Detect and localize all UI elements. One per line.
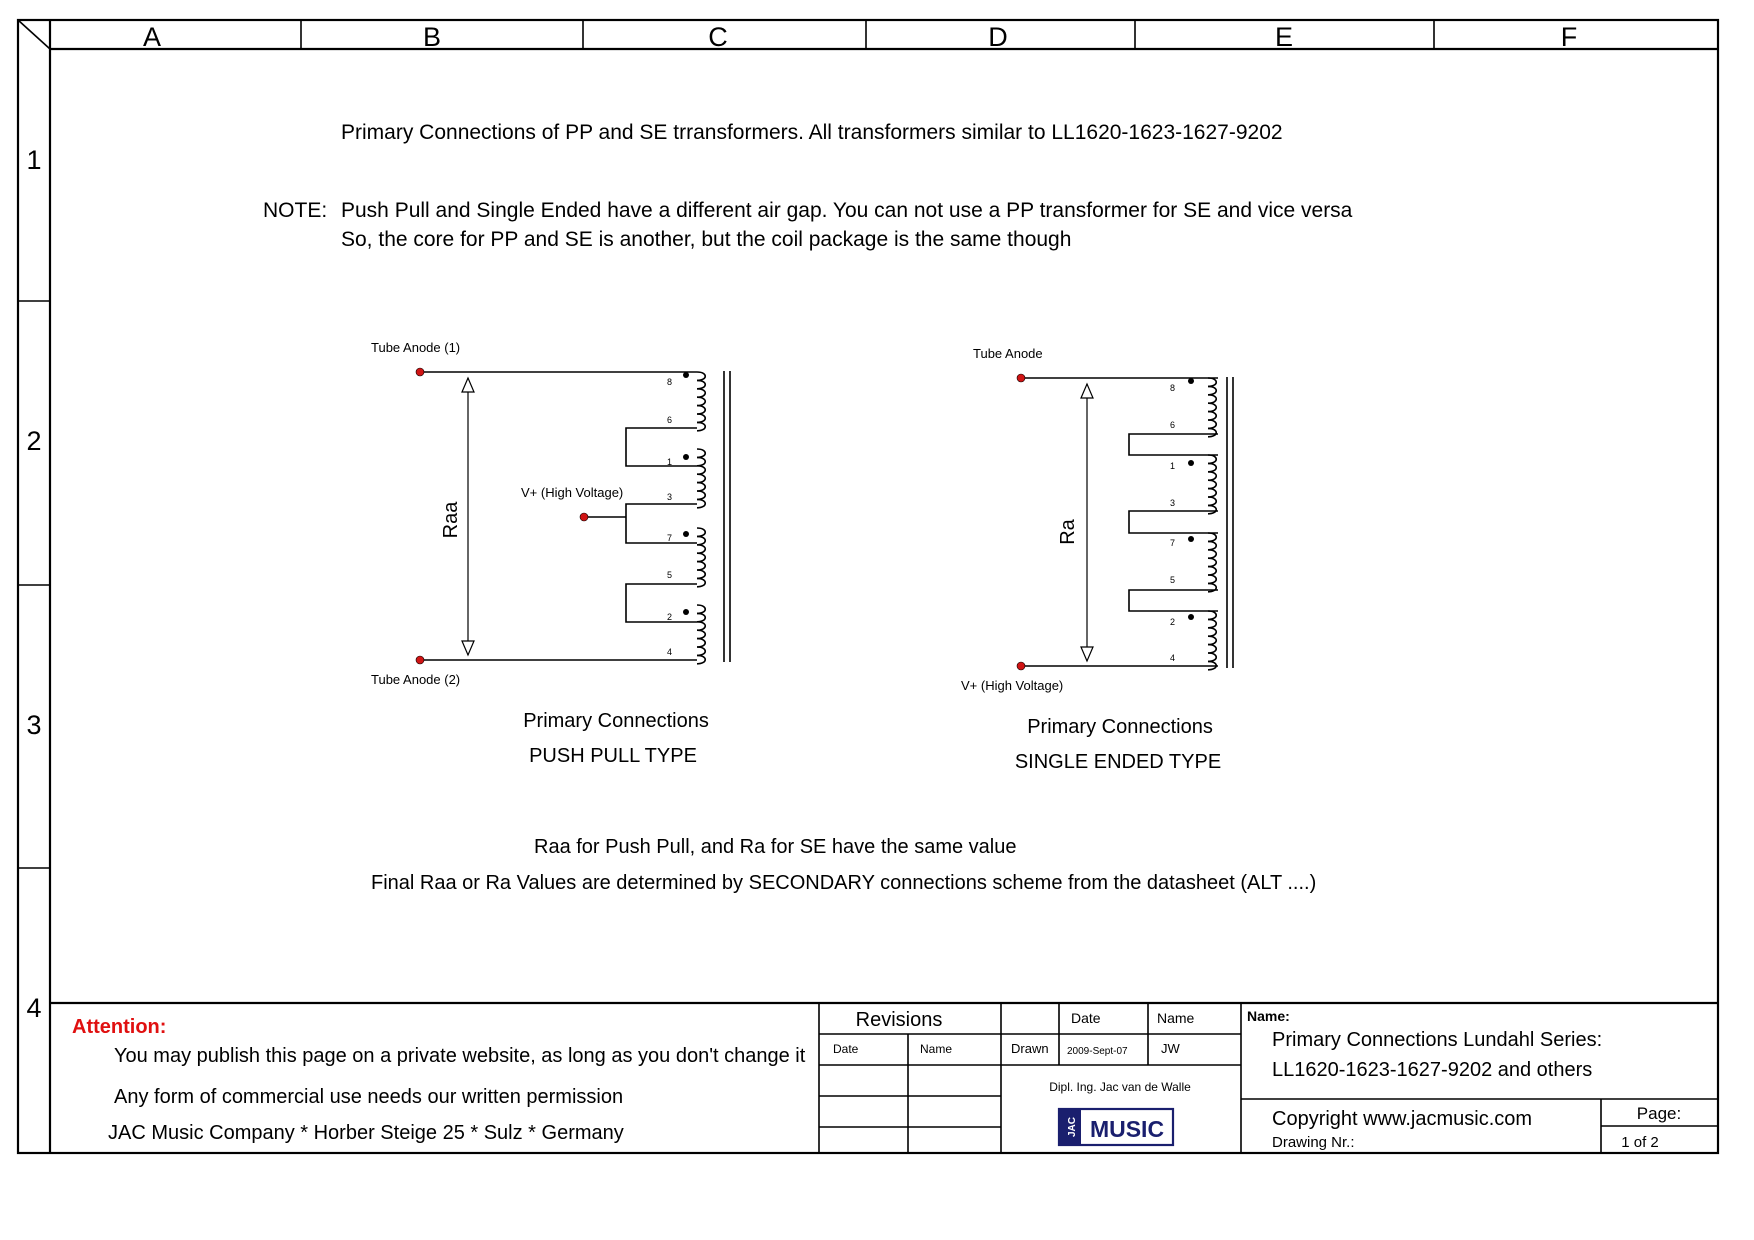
- se-phase-dot-7: [1188, 536, 1194, 542]
- se-pin-1: 1: [1170, 461, 1176, 471]
- se-anode-terminal: [1017, 374, 1025, 382]
- revisions-date-header: Date: [833, 1042, 859, 1056]
- se-pin-3: 3: [1170, 498, 1176, 508]
- revisions-name-header: Name: [920, 1042, 953, 1056]
- se-link-6-1: [1129, 434, 1218, 455]
- page-number: 1 of 2: [1621, 1134, 1659, 1151]
- company-address: JAC Music Company * Horber Steige 25 * Sulz * Germany: [108, 1122, 624, 1144]
- se-winding-2-4: [1208, 611, 1216, 670]
- drawing-number-label: Drawing Nr.:: [1272, 1134, 1355, 1151]
- se-pin-4: 4: [1170, 653, 1176, 663]
- se-phase-dot-1: [1188, 460, 1194, 466]
- revisions-heading: Revisions: [855, 1009, 943, 1031]
- pp-link-6-1: [626, 428, 697, 466]
- logo-music-text: MUSIC: [1089, 1116, 1165, 1142]
- row-label-3: 3: [26, 710, 42, 740]
- se-pin-5: 5: [1170, 575, 1176, 585]
- name-label: Name:: [1247, 1008, 1290, 1024]
- pp-anode-2-terminal: [416, 656, 424, 664]
- se-link-5-2: [1129, 590, 1218, 611]
- column-label-b: B: [422, 22, 442, 52]
- se-phase-dot-2: [1188, 614, 1194, 620]
- se-winding-7-5: [1208, 533, 1216, 592]
- pp-anode-2-label: Tube Anode (2): [371, 672, 461, 687]
- pp-pin-8: 8: [667, 377, 673, 387]
- push-pull-diagram: [371, 340, 730, 767]
- note-label: NOTE:: [263, 199, 328, 222]
- pp-winding-1-3: [697, 449, 705, 508]
- se-link-3-7: [1129, 511, 1218, 533]
- commercial-notice: Any form of commercial use needs our written permission: [114, 1086, 624, 1108]
- se-hv-label: V+ (High Voltage): [961, 678, 1064, 693]
- se-ra-arrow-bottom: [1081, 647, 1093, 661]
- copyright-text: Copyright www.jacmusic.com: [1272, 1108, 1533, 1130]
- drawn-date: 2009-Sept-07: [1067, 1046, 1128, 1057]
- pp-phase-dot-2: [683, 609, 689, 615]
- pp-caption-2: PUSH PULL TYPE: [529, 745, 697, 767]
- column-labels: [143, 22, 1577, 52]
- column-label-c: C: [708, 22, 728, 52]
- se-winding-1-3: [1208, 455, 1216, 514]
- pp-pin-7: 7: [667, 533, 673, 543]
- pp-phase-dot-7: [683, 531, 689, 537]
- row-label-2: 2: [26, 426, 42, 456]
- pp-pin-2: 2: [667, 612, 673, 622]
- pp-pin-1: 1: [667, 457, 673, 467]
- se-caption-1: Primary Connections: [1027, 716, 1213, 738]
- column-label-e: E: [1274, 22, 1294, 52]
- pp-link-3-7: [626, 504, 697, 543]
- logo-jac-text: JAC: [1067, 1116, 1078, 1138]
- pp-anode-1-terminal: [416, 368, 424, 376]
- pp-phase-dot-1: [683, 454, 689, 460]
- drawing-name-line-1: Primary Connections Lundahl Series:: [1272, 1029, 1603, 1051]
- single-ended-diagram: [961, 346, 1233, 773]
- se-pin-2: 2: [1170, 617, 1176, 627]
- drawing-frame: [18, 20, 1718, 1153]
- note-line-2: So, the core for PP and SE is another, but the coil package is the same though: [341, 228, 1072, 251]
- pp-pin-4: 4: [667, 647, 673, 657]
- drawing-name-line-2: LL1620-1623-1627-9202 and others: [1272, 1059, 1593, 1081]
- pp-hv-terminal: [580, 513, 588, 521]
- publish-notice: You may publish this page on a private website, as long as you don't change it: [114, 1045, 806, 1067]
- drawn-label: Drawn: [1011, 1041, 1049, 1056]
- se-ra-arrow-top: [1081, 384, 1093, 398]
- value-note-line-2: Final Raa or Ra Values are determined by SECONDARY connections scheme from the datasheet (ALT ....): [371, 872, 1317, 894]
- se-hv-terminal: [1017, 662, 1025, 670]
- pp-winding-8-6: [697, 372, 705, 431]
- row-label-1: 1: [26, 145, 42, 175]
- row-label-4: 4: [26, 993, 42, 1023]
- se-caption-2: SINGLE ENDED TYPE: [1014, 751, 1222, 773]
- column-label-a: A: [142, 22, 162, 52]
- pp-raa-label: Raa: [440, 501, 462, 539]
- jac-music-logo: [1059, 1109, 1173, 1145]
- pp-pin-3: 3: [667, 492, 673, 502]
- se-pin-8: 8: [1170, 383, 1176, 393]
- drawn-date-header: Date: [1071, 1010, 1101, 1026]
- pp-anode-1-label: Tube Anode (1): [371, 340, 461, 355]
- se-anode-label: Tube Anode: [973, 346, 1043, 361]
- pp-link-5-2: [626, 584, 697, 622]
- attention-heading: Attention:: [72, 1016, 167, 1038]
- pp-winding-7-5: [697, 528, 705, 587]
- note-line-1: Push Pull and Single Ended have a different air gap. You can not use a PP transformer for SE and vice versa: [341, 199, 1353, 222]
- pp-pin-5: 5: [667, 570, 673, 580]
- drawn-name-header: Name: [1157, 1010, 1195, 1026]
- se-phase-dot-8: [1188, 378, 1194, 384]
- se-ra-label: Ra: [1057, 519, 1079, 545]
- value-note-line-1: Raa for Push Pull, and Ra for SE have the same value: [534, 836, 1017, 858]
- pp-raa-arrow-bottom: [462, 641, 474, 655]
- page-title: Primary Connections of PP and SE trransformers. All transformers similar to LL1620-1623-1627-9202: [341, 121, 1283, 144]
- engineer-name: Dipl. Ing. Jac van de Walle: [1049, 1080, 1191, 1094]
- pp-pin-6: 6: [667, 415, 673, 425]
- pp-hv-label: V+ (High Voltage): [521, 485, 624, 500]
- row-labels: [26, 145, 41, 1023]
- pp-caption-1: Primary Connections: [523, 710, 709, 732]
- pp-raa-arrow-top: [462, 378, 474, 392]
- se-pin-6: 6: [1170, 420, 1176, 430]
- column-label-d: D: [988, 22, 1008, 52]
- se-pin-7: 7: [1170, 538, 1176, 548]
- page-label: Page:: [1636, 1104, 1682, 1123]
- pp-winding-2-4: [697, 605, 705, 664]
- column-label-f: F: [1560, 22, 1578, 52]
- pp-phase-dot-8: [683, 372, 689, 378]
- se-winding-8-6: [1208, 378, 1216, 437]
- drawn-initials: JW: [1161, 1041, 1180, 1056]
